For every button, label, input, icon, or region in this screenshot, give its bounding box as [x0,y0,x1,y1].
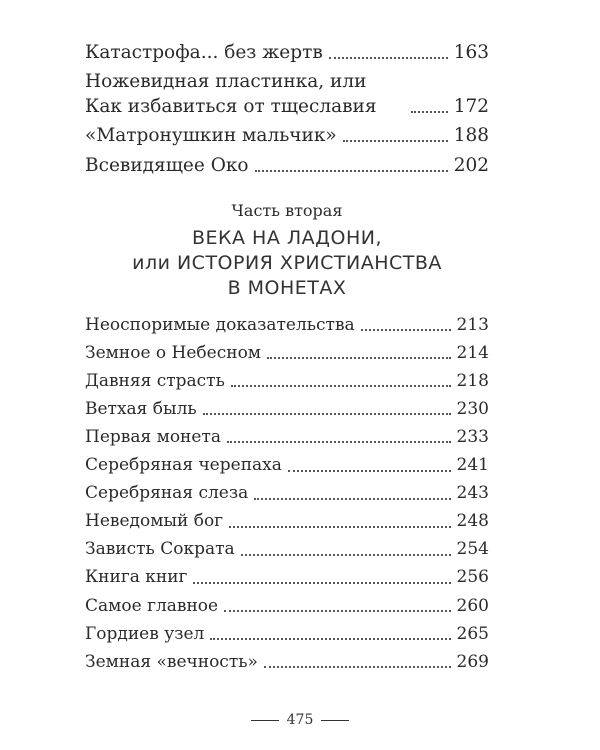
toc-entry[interactable] [85,481,489,506]
toc-entry-title: Катастрофа... без жертв [85,42,323,63]
toc-entry-title: Серебряная слеза [85,483,249,504]
toc-entry-page: 230 [456,398,489,419]
dot-leader [411,111,448,113]
toc-entry-title: Неведомый бог [85,511,224,532]
toc-entry-title: Серебряная черепаха [85,455,282,476]
toc-entry-page: 188 [453,125,489,147]
toc-entry-page: 256 [456,567,489,588]
toc-entry[interactable] [85,537,489,562]
toc-entry-title: Земная «вечность» [85,651,258,672]
toc-entry-page: 233 [456,426,489,447]
toc-list-part-two [85,313,489,675]
toc-entry-title: Давняя страсть [85,370,225,391]
dot-leader [193,582,450,584]
toc-entry[interactable] [85,509,489,534]
toc-entry-page: 218 [456,370,489,391]
toc-entry-page: 241 [456,455,489,476]
toc-entry-title: Зависть Сократа [85,539,235,560]
toc-entry-title: Самое главное [85,595,219,616]
toc-entry-title: Неоспоримые доказательства [85,314,355,335]
toc-entry-page: 265 [456,623,489,644]
dot-leader [254,498,450,500]
toc-entry[interactable] [85,594,489,619]
toc-entry-title: «Матронушкин мальчик» [85,125,337,147]
toc-entry[interactable] [85,453,489,478]
part-two-heading [85,200,489,301]
toc-entry[interactable] [85,650,489,675]
toc-entry[interactable] [85,397,489,422]
dot-leader [329,57,448,59]
dot-leader [264,666,451,668]
toc-entry-page: 214 [456,342,489,363]
toc-entry-page: 202 [453,154,489,176]
dot-leader [231,385,451,387]
dot-leader [224,610,450,612]
toc-entry[interactable] [85,565,489,590]
dot-leader [361,329,451,331]
toc-entry-title: Земное о Небесном [85,342,262,363]
page-footer [0,710,600,730]
dot-leader [343,140,448,142]
toc-entry-title: Гордиев узел [85,623,205,644]
toc-entry-page: 213 [456,314,489,335]
toc-entry[interactable] [85,123,489,148]
toc-entry[interactable] [85,69,489,119]
toc-entry-title: Первая монета [85,426,221,447]
page-number: 475 [286,712,314,728]
toc-entry[interactable] [85,40,489,65]
dot-leader [227,441,451,443]
toc-entry-page: 260 [456,595,489,616]
dot-leader [203,413,451,415]
footer-dash-left [251,720,279,721]
toc-entry-page: 269 [456,651,489,672]
toc-entry-page: 243 [456,483,489,504]
section-title: ВЕКА НА ЛАДОНИ, или ИСТОРИЯ ХРИСТИАНСТВА В МОНЕТАХ [132,226,442,299]
toc-entry-title: Ветхая быль [85,398,197,419]
dot-leader [255,170,448,172]
dot-leader [210,638,450,640]
toc-entry[interactable] [85,153,489,178]
toc-entry-title: Книга книг [85,567,188,588]
toc-entry[interactable] [85,425,489,450]
toc-entry[interactable] [85,622,489,647]
dot-leader [288,470,451,472]
toc-entry-page: 172 [453,96,489,118]
dot-leader [241,554,451,556]
dot-leader [267,357,451,359]
toc-entry-title: Всевидящее Око [85,154,249,176]
toc-page [85,40,489,678]
footer-dash-right [321,720,349,721]
toc-list-part-one [85,40,489,178]
toc-entry[interactable] [85,341,489,366]
toc-entry-title: Ножевидная пластинка, или Как избавиться от тщеславия [85,71,377,118]
toc-entry-page: 248 [456,511,489,532]
toc-entry-page: 163 [453,42,489,63]
toc-entry[interactable] [85,313,489,338]
toc-entry[interactable] [85,369,489,394]
dot-leader [229,526,450,528]
toc-entry-page: 254 [456,539,489,560]
part-label: Часть вторая [231,200,343,220]
